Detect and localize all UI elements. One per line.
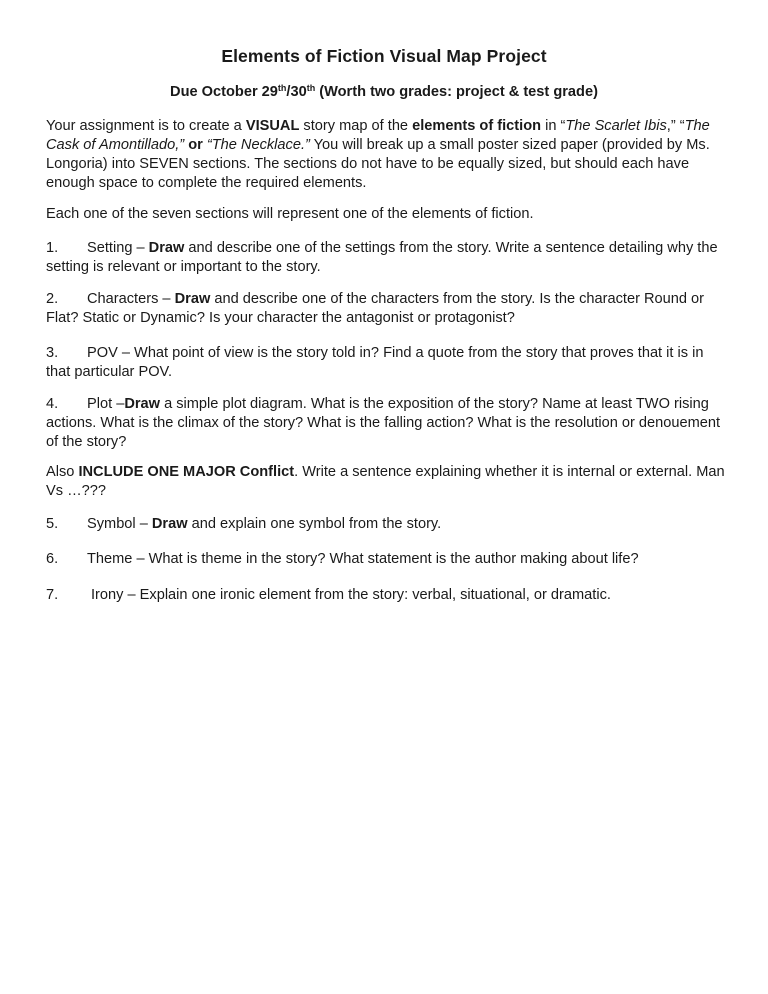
due-sep: /30 bbox=[286, 84, 307, 100]
item-text: and describe one of the settings from the story. Write a sentence detailing why the setting is relevant or important to the story. bbox=[46, 240, 718, 275]
each-section-paragraph: Each one of the seven sections will represent one of the elements of fiction. bbox=[46, 206, 534, 222]
item-symbol bbox=[46, 515, 726, 534]
due-sup-2: th bbox=[306, 83, 316, 93]
due-suffix: (Worth two grades: project & test grade) bbox=[315, 84, 598, 100]
item-characters bbox=[46, 290, 726, 328]
item-bold: Draw bbox=[174, 291, 211, 307]
item-number: 2. bbox=[46, 291, 59, 307]
document-title: Elements of Fiction Visual Map Project bbox=[221, 46, 547, 66]
item-number: 3. bbox=[46, 345, 59, 361]
item-text: POV – What point of view is the story told in? Find a quote from the story that proves that it is in that particular POV. bbox=[46, 345, 704, 380]
item-bold: Draw bbox=[148, 240, 185, 256]
item-bold: Draw bbox=[151, 516, 188, 532]
item-number: 4. bbox=[46, 396, 59, 412]
due-date-line bbox=[0, 82, 768, 102]
item-irony bbox=[46, 586, 726, 605]
item-text: Irony – Explain one ironic element from the story: verbal, situational, or dramatic. bbox=[91, 587, 611, 603]
item-setting bbox=[46, 239, 726, 277]
intro-visual: VISUAL bbox=[245, 118, 300, 134]
item-number: 5. bbox=[46, 516, 59, 532]
intro-text-a: Your assignment is to create a bbox=[46, 118, 246, 134]
intro-or: or bbox=[184, 137, 207, 153]
item-number: 6. bbox=[46, 551, 59, 567]
conflict-paragraph bbox=[46, 463, 726, 501]
item-text: and describe one of the characters from the story. Is the character Round or Flat? Static or Dynamic? Is your character the antagonist or protagonist? bbox=[46, 291, 705, 326]
item-label: Symbol – bbox=[87, 516, 152, 532]
item-number: 7. bbox=[46, 587, 59, 603]
item-label: Characters – bbox=[87, 291, 175, 307]
conflict-text: . Write a sentence explaining whether it is internal or external. Man Vs …??? bbox=[46, 464, 725, 499]
item-bold: Draw bbox=[124, 396, 161, 412]
item-theme bbox=[46, 550, 726, 569]
item-text: Theme – What is theme in the story? What statement is the author making about life? bbox=[87, 551, 639, 567]
item-text: and explain one symbol from the story. bbox=[187, 516, 442, 532]
intro-text-e: You will break up a small poster sized paper (provided by Ms. Longoria) into SEVEN sections. The sections do not have to be equally sized, but should each have enough space to complete the required elements. bbox=[46, 137, 710, 191]
item-label: Setting – bbox=[87, 240, 149, 256]
item-label: Plot – bbox=[87, 396, 125, 412]
intro-paragraph bbox=[46, 117, 726, 193]
intro-text-b: story map of the bbox=[299, 118, 413, 134]
item-pov bbox=[46, 344, 726, 382]
intro-elements: elements of fiction bbox=[412, 118, 542, 134]
due-sup-1: th bbox=[277, 83, 287, 93]
story-title-1: The Scarlet Ibis bbox=[565, 118, 667, 134]
item-text: a simple plot diagram. What is the exposition of the story? Name at least TWO rising actions. What is the climax of the story? What is the falling action? What is the resolution or denouement of the story? bbox=[46, 396, 721, 450]
item-number: 1. bbox=[46, 240, 59, 256]
intro-text-c: in “ bbox=[541, 118, 566, 134]
also-text: Also bbox=[46, 464, 79, 480]
item-plot bbox=[46, 395, 726, 452]
conflict-bold: INCLUDE ONE MAJOR Conflict bbox=[78, 464, 295, 480]
intro-text-d: ,” “ bbox=[666, 118, 685, 134]
story-title-3: “The Necklace.” bbox=[206, 137, 310, 153]
story-title-2: The Cask of Amontillado,” bbox=[46, 118, 710, 153]
due-prefix: Due October 29 bbox=[170, 84, 278, 100]
